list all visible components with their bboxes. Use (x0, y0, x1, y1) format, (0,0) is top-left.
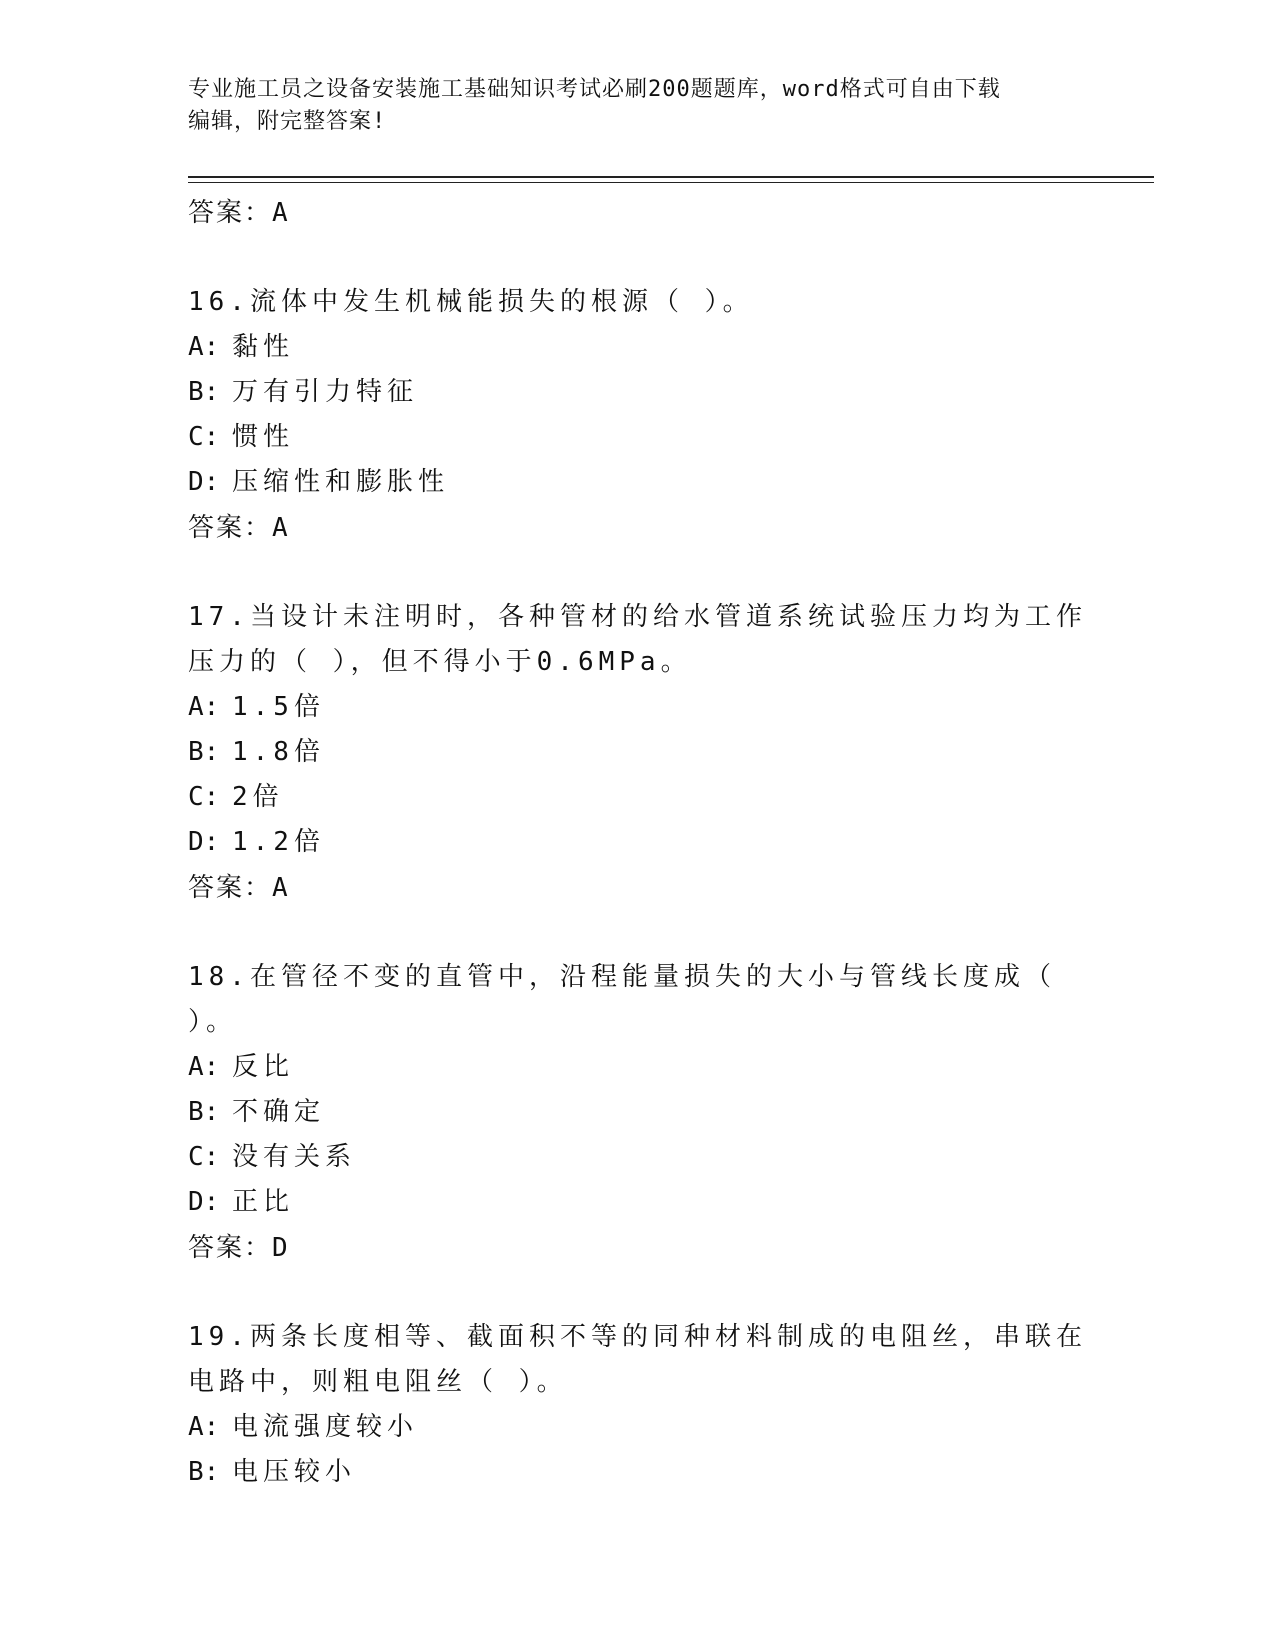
option-letter: B: (188, 1457, 220, 1487)
question-list (188, 190, 1088, 1495)
option-b (188, 1450, 1088, 1495)
option-letter: A: (188, 692, 220, 722)
option-letter: A: (188, 1412, 220, 1442)
option-letter: D: (188, 827, 220, 857)
option-c (188, 1135, 1088, 1180)
question-text: 19.两条长度相等、截面积不等的同种材料制成的电阻丝，串联在电路中，则粗电阻丝（ ）。 (188, 1322, 1087, 1397)
question-16 (188, 280, 1088, 595)
option-text: 1.2倍 (232, 827, 325, 857)
option-letter: D: (188, 467, 220, 497)
option-letter: D: (188, 1187, 220, 1217)
option-text: 惯性 (232, 422, 295, 452)
option-text: 反比 (232, 1052, 295, 1082)
question-18 (188, 955, 1088, 1315)
option-a (188, 325, 1088, 370)
option-text: 压缩性和膨胀性 (232, 467, 450, 497)
answer-label: 答案：A (188, 873, 290, 903)
option-a (188, 1045, 1088, 1090)
question-text: 16.流体中发生机械能损失的根源（ ）。 (188, 287, 754, 317)
question-text: 18.在管径不变的直管中，沿程能量损失的大小与管线长度成（ ）。 (188, 962, 1056, 1037)
header-divider-thick (188, 176, 1154, 178)
option-letter: C: (188, 422, 220, 452)
option-d (188, 460, 1088, 505)
option-c (188, 775, 1088, 820)
option-d (188, 820, 1088, 865)
option-d (188, 1180, 1088, 1225)
option-letter: C: (188, 782, 220, 812)
option-text: 2倍 (232, 782, 284, 812)
header-line-2: 编辑，附完整答案! (188, 109, 387, 134)
option-text: 1.8倍 (232, 737, 325, 767)
option-a (188, 1405, 1088, 1450)
option-text: 黏性 (232, 332, 295, 362)
option-a (188, 685, 1088, 730)
answer-label: 答案：A (188, 513, 290, 543)
option-text: 万有引力特征 (232, 377, 419, 407)
option-text: 没有关系 (232, 1142, 357, 1172)
option-text: 正比 (232, 1187, 295, 1217)
header-line-1: 专业施工员之设备安装施工基础知识考试必刷200题题库，word格式可自由下载 (188, 77, 1001, 102)
option-text: 不确定 (232, 1097, 326, 1127)
question-17 (188, 595, 1088, 955)
question-19 (188, 1315, 1088, 1495)
option-b (188, 370, 1088, 415)
option-b (188, 730, 1088, 775)
answer-label: 答案：D (188, 1233, 290, 1263)
option-text: 电压较小 (232, 1457, 357, 1487)
answer-label: 答案：A (188, 198, 290, 228)
option-letter: B: (188, 377, 220, 407)
option-letter: B: (188, 1097, 220, 1127)
option-c (188, 415, 1088, 460)
option-text: 1.5倍 (232, 692, 325, 722)
option-letter: B: (188, 737, 220, 767)
option-letter: C: (188, 1142, 220, 1172)
option-text: 电流强度较小 (232, 1412, 419, 1442)
document-header (188, 74, 1068, 138)
option-letter: A: (188, 332, 220, 362)
header-divider-thin (188, 182, 1154, 183)
question-text: 17.当设计未注明时，各种管材的给水管道系统试验压力均为工作压力的（ ），但不得小于0.6MPa。 (188, 602, 1087, 677)
option-b (188, 1090, 1088, 1135)
option-letter: A: (188, 1052, 220, 1082)
